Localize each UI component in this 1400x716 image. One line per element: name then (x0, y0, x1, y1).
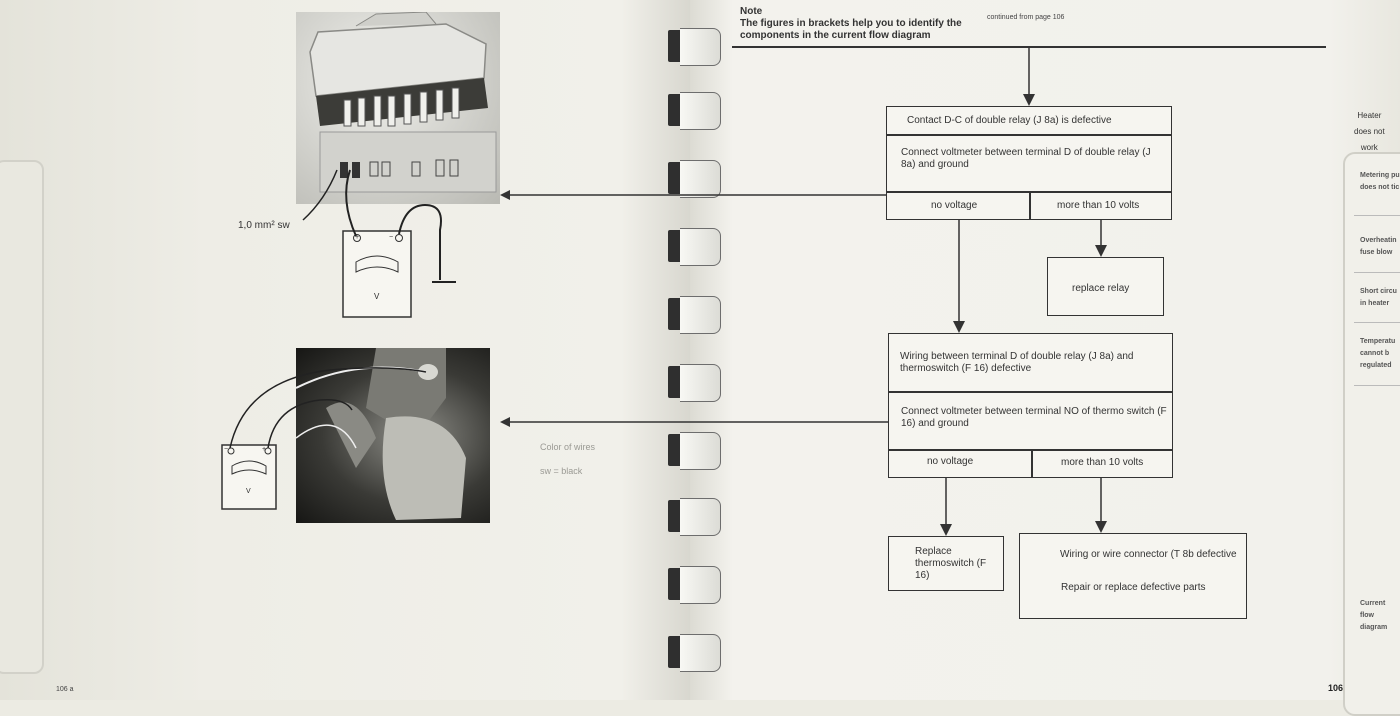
left-page-number: 106 a (56, 686, 74, 693)
wire-size-label: 1,0 mm² sw (238, 220, 290, 231)
step2-fault: Wiring between terminal D of double relay (J 8a) and thermoswitch (F 16) defective (900, 351, 1134, 374)
replace-relay-text: replace relay (1072, 283, 1130, 294)
continued-from: continued from page 106 (987, 14, 1065, 21)
edge-item-current-flow: Current flow diagram (1360, 600, 1388, 631)
edge-heading: Heater does not work (1354, 111, 1385, 152)
meter1-minus: − (389, 234, 394, 241)
meter2-plus: + (262, 446, 267, 453)
wire-color-key-title: Color of wires (540, 442, 596, 452)
step2-box (888, 333, 1173, 478)
replace-thermoswitch-box (888, 536, 1004, 591)
right-page-number: 106 (1328, 683, 1344, 693)
step1-test: Connect voltmeter between terminal D of double relay (J 8a) and ground (901, 147, 1151, 170)
step1-option-no-voltage: no voltage (931, 200, 978, 211)
replace-relay-box (1047, 257, 1164, 316)
edge-item-short-circuit: Short circu in heater (1360, 288, 1397, 307)
meter1-plus: + (355, 234, 360, 241)
voltmeter-2 (222, 445, 276, 509)
wire-color-key: sw = black (540, 466, 583, 476)
step1-box (886, 106, 1172, 220)
meter2-unit: V (246, 488, 251, 495)
step1-option-over-10v: more than 10 volts (1057, 200, 1140, 211)
meter1-unit: V (374, 292, 380, 301)
header-rule (732, 46, 1326, 48)
step2-test: Connect voltmeter between terminal NO of thermo switch (F 16) and ground (901, 406, 1167, 429)
repair-wiring-action: Repair or replace defective parts (1061, 582, 1206, 593)
edge-item-overheating: Overheatin fuse blow (1360, 237, 1397, 256)
replace-thermoswitch-text: Replace thermoswitch (F 16) (915, 546, 987, 581)
meter2-minus: − (224, 446, 229, 453)
step1-fault: Contact D-C of double relay (J 8a) is defective (907, 115, 1112, 126)
note-title: Note (740, 6, 763, 17)
repair-wiring-box (1019, 533, 1247, 619)
edge-item-temperature: Temperatu cannot b regulated (1360, 338, 1396, 369)
step2-option-no-voltage: no voltage (927, 456, 974, 467)
voltmeter-1 (343, 231, 411, 317)
note-body: The figures in brackets help you to identify the components in the current flow diagram (740, 18, 962, 41)
edge-item-metering: Metering pu does not tic (1360, 172, 1400, 191)
repair-wiring-fault: Wiring or wire connector (T 8b defective (1060, 549, 1237, 560)
step2-option-over-10v: more than 10 volts (1061, 457, 1144, 468)
